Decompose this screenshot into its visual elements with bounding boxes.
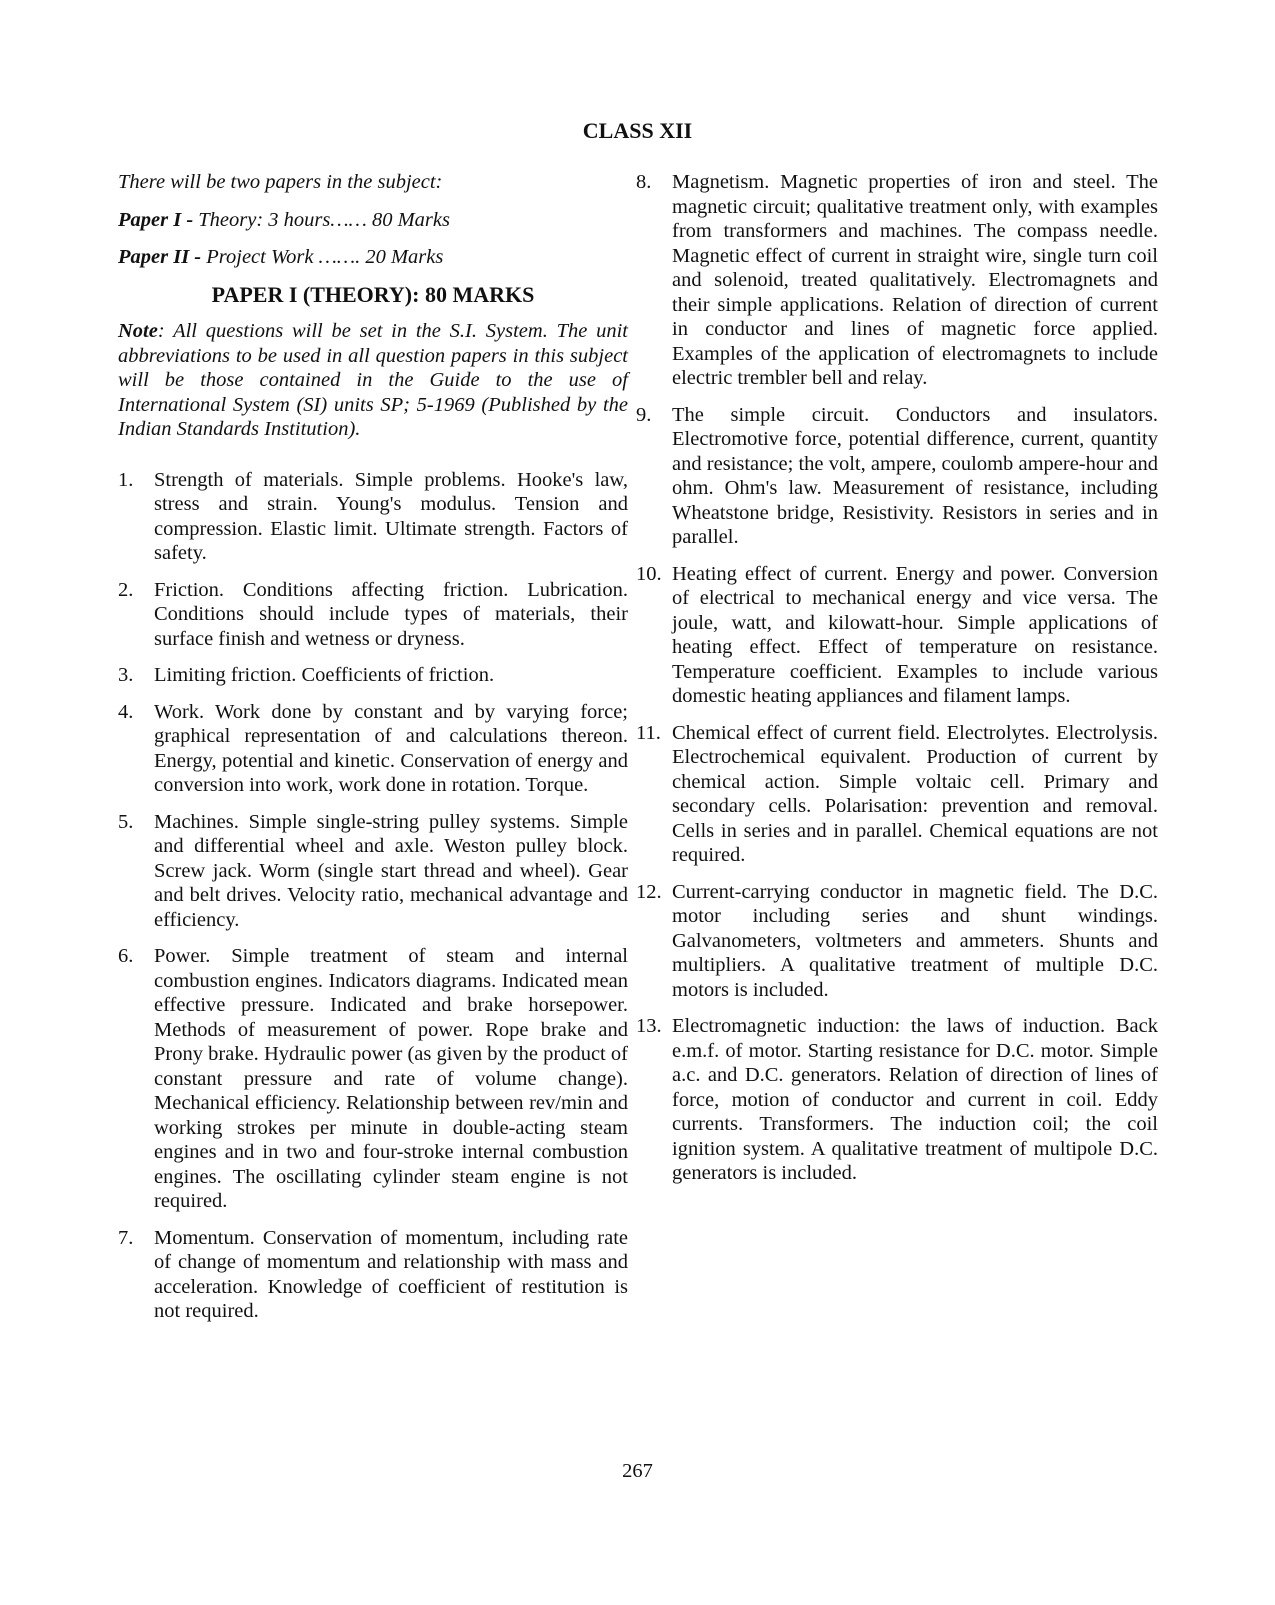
list-item: [636, 1014, 1158, 1186]
list-item: [636, 170, 1158, 391]
paper1-line: [118, 208, 628, 233]
right-column: [636, 170, 1158, 1198]
item-number: 13.: [636, 1015, 662, 1037]
item-text: Electromagnetic induction: the laws of induction. Back e.m.f. of motor. Starting resistance for D.C. motor. Simple a.c. and D.C. generators. Relation of direction of lines of force, motion of conductor and current in coil. Eddy currents. Transformers. The induction coil; the coil ignition system. A qualitative treatment of multipole D.C. generators is included.: [672, 1015, 1158, 1184]
item-number: 7.: [118, 1226, 134, 1249]
item-text: Limiting friction. Coefficients of friction.: [154, 664, 495, 686]
paper1-text: Theory: 3 hours…… 80 Marks: [198, 208, 450, 231]
list-item: [636, 880, 1158, 1003]
list-item: [118, 578, 628, 652]
list-item: [636, 562, 1158, 709]
list-item: [118, 944, 628, 1214]
paper2-line: [118, 245, 628, 270]
item-number: 1.: [118, 468, 134, 491]
note-label: Note: [118, 320, 158, 342]
intro-line: [118, 170, 628, 195]
list-item: [118, 663, 628, 688]
item-text: Friction. Conditions affecting friction. Lubrication. Conditions should include types of materials, their surface finish and wetness or dryness.: [154, 578, 628, 650]
list-item: [636, 403, 1158, 550]
item-text: Momentum. Conservation of momentum, including rate of change of momentum and relationship with mass and acceleration. Knowledge of coefficient of restitution is not required.: [154, 1226, 628, 1322]
item-number: 4.: [118, 700, 134, 723]
item-text: The simple circuit. Conductors and insulators. Electromotive force, potential difference, current, quantity and resistance; the volt, ampere, coulomb ampere-hour and ohm. Ohm's law. Measurement of resistance, including Wheatstone bridge, Resistivity. Resistors in series and in parallel.: [672, 403, 1158, 548]
item-number: 2.: [118, 578, 134, 601]
item-number: 3.: [118, 664, 134, 686]
item-text: Heating effect of current. Energy and power. Conversion of electrical to mechanical energy and vice versa. The joule, watt, and kilowatt-hour. Simple applications of heating effect. Effect of temperature on resistance. Temperature coefficient. Examples to include various domestic heating appliances and filament lamps.: [672, 562, 1158, 707]
item-number: 5.: [118, 810, 134, 833]
paper2-label: Paper II -: [118, 246, 202, 268]
note-text: : All questions will be set in the S.I. System. The unit abbreviations to be used in all question papers in this subject will be those contained in the Guide to the use of International System (SI) units SP; 5-1969 (Published by the Indian Standards Institution).: [118, 320, 628, 440]
item-number: 12.: [636, 880, 662, 903]
list-item: [118, 700, 628, 798]
paper1-label: Paper I -: [118, 208, 194, 231]
page-number: 267: [622, 1460, 653, 1482]
item-number: 11.: [636, 721, 661, 744]
left-column: [118, 170, 628, 1336]
item-text: Strength of materials. Simple problems. Hooke's law, stress and strain. Young's modulus. Tension and compression. Elastic limit. Ultimate strength. Factors of safety.: [154, 468, 628, 564]
paper2-text: Project Work ……. 20 Marks: [206, 246, 444, 268]
note: [118, 319, 628, 442]
list-item: [118, 468, 628, 566]
item-text: Current-carrying conductor in magnetic field. The D.C. motor including series and shunt windings. Galvanometers, voltmeters and ammeters. Shunts and multipliers. A qualitative treatment of multiple D.C. motors is included.: [672, 880, 1158, 1001]
list-item: [636, 721, 1158, 868]
item-text: Power. Simple treatment of steam and internal combustion engines. Indicators diagrams. Indicated mean effective pressure. Indicated and brake horsepower. Methods of measurement of power. Rope brake and Prony brake. Hydraulic power (as given by the product of constant pressure and rate of volume change). Mechanical efficiency. Relationship between rev/min and working strokes per minute in double-acting steam engines and in two and four-stroke internal combustion engines. The oscillating cylinder steam engine is not required.: [154, 945, 628, 1212]
item-text: Work. Work done by constant and by varying force; graphical representation of and calculations thereon. Energy, potential and kinetic. Conservation of energy and conversion into work, work done in rotation. Torque.: [154, 700, 628, 796]
item-number: 6.: [118, 945, 134, 967]
section-heading: PAPER I (THEORY): 80 MARKS: [211, 281, 535, 307]
intro-text: There will be two papers in the subject:: [118, 171, 443, 193]
item-number: 10.: [636, 562, 662, 585]
item-number: 9.: [636, 403, 652, 426]
list-item: [118, 1226, 628, 1324]
item-text: Chemical effect of current field. Electrolytes. Electrolysis. Electrochemical equivalent. Production of current by chemical action. Simple voltaic cell. Primary and secondary cells. Polarisation: prevention and removal. Cells in series and in parallel. Chemical equations are not required.: [672, 721, 1158, 866]
item-number: 8.: [636, 171, 652, 193]
list-item: [118, 810, 628, 933]
item-text: Magnetism. Magnetic properties of iron and steel. The magnetic circuit; qualitative treatment only, with examples from transformers and machines. The compass needle. Magnetic effect of current in straight wire, single turn coil and solenoid, treated qualitatively. Electromagnets and their simple applications. Relation of direction of current in conductor and lines of magnetic force applied. Examples of the application of electromagnets to include electric trembler bell and relay.: [672, 171, 1158, 389]
item-text: Machines. Simple single-string pulley systems. Simple and differential wheel and axle. Weston pulley block. Screw jack. Worm (single start thread and wheel). Gear and belt drives. Velocity ratio, mechanical advantage and efficiency.: [154, 810, 628, 931]
page-title: CLASS XII: [582, 118, 693, 143]
